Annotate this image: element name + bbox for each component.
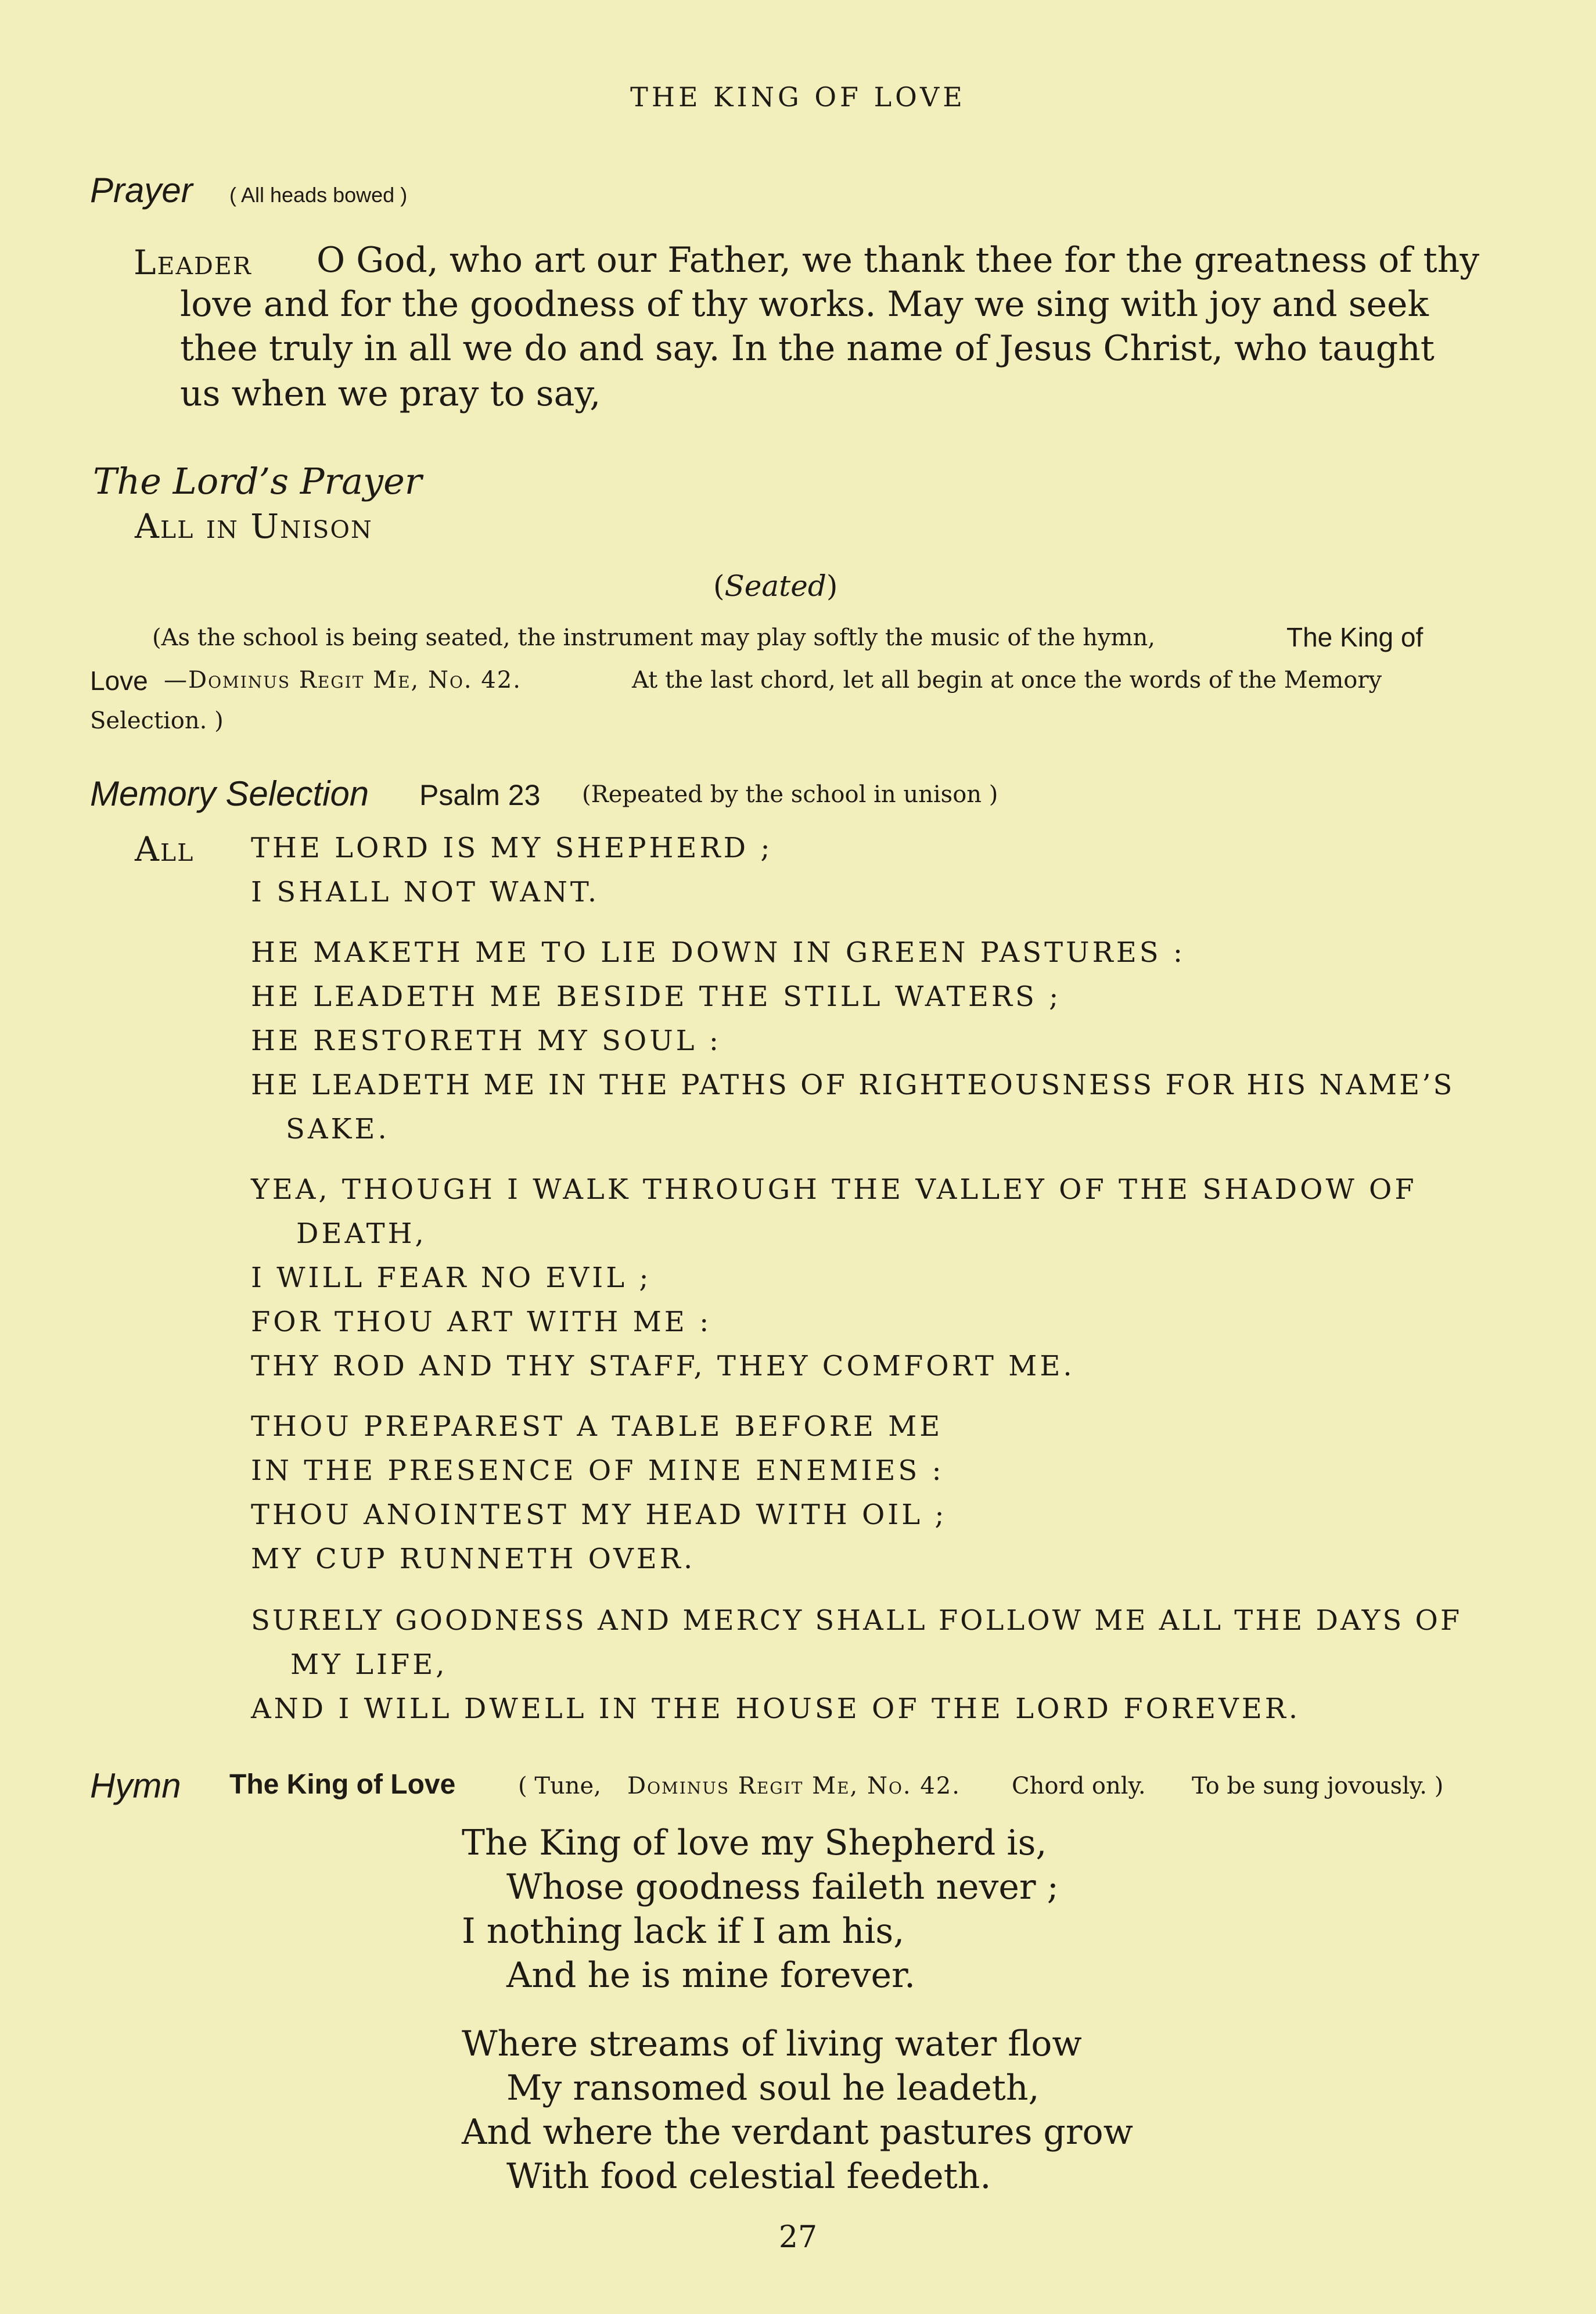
psalm-line: I WILL FEAR NO EVIL ;	[251, 1262, 652, 1294]
page-number: 27	[778, 2220, 818, 2255]
hymn-line: Where streams of living water flow	[462, 2024, 1082, 2064]
memory-note: (Repeated by the school in unison )	[582, 781, 998, 808]
hymn-line: And he is mine forever.	[506, 1955, 916, 1996]
prayer-note: ( All heads bowed )	[229, 183, 408, 207]
hymn-line: I nothing lack if I am his,	[462, 1911, 905, 1952]
hymn-heading: Hymn	[90, 1766, 181, 1805]
seated-note-line1	[152, 624, 1155, 651]
seated-label-wrapper	[713, 569, 837, 603]
psalm-line: HE LEADETH ME IN THE PATHS OF RIGHTEOUSNESS FOR HIS NAME’S	[251, 1069, 1455, 1101]
psalm-line: HE RESTORETH MY SOUL :	[251, 1025, 721, 1057]
hymn-title: The King of Love	[229, 1769, 456, 1800]
prayer-speaker: Leader	[134, 243, 252, 282]
hymn-line: The King of love my Shepherd is,	[462, 1823, 1047, 1863]
hymn-line: Whose goodness faileth never ;	[506, 1867, 1059, 1907]
psalm-line: THE LORD IS MY SHEPHERD ;	[251, 832, 773, 864]
psalm-line: YEA, THOUGH I WALK THROUGH THE VALLEY OF THE SHADOW OF	[251, 1173, 1417, 1206]
memory-psalm: Psalm 23	[419, 779, 541, 811]
prayer-heading: Prayer	[90, 171, 193, 210]
psalm-line: THOU PREPAREST A TABLE BEFORE ME	[251, 1410, 943, 1443]
psalm-line: MY LIFE,	[290, 1648, 448, 1681]
seated-note-text2: At the last chord, let all begin at once the words of the Memory	[632, 667, 1382, 694]
seated-note-hymn-title: The King of	[1286, 622, 1424, 652]
psalm-line: I SHALL NOT WANT.	[251, 876, 600, 908]
psalm-line: SAKE.	[286, 1113, 390, 1145]
seated-note-text: (As the school is being seated, the instrument may play softly the music of the hymn,	[152, 624, 1155, 651]
hymn-note-c: Chord only.	[1012, 1773, 1146, 1799]
psalm-line: MY CUP RUNNETH OVER.	[251, 1543, 696, 1575]
psalm-line: HE MAKETH ME TO LIE DOWN IN GREEN PASTURES :	[251, 936, 1186, 969]
lords-prayer-heading: The Lord’s Prayer	[93, 460, 422, 502]
hymn-line: My ransomed soul he leadeth,	[506, 2068, 1040, 2108]
memory-speaker: All	[135, 829, 195, 869]
prayer-line: love and for the goodness of thy works. May we sing with joy and seek	[180, 284, 1429, 325]
psalm-line: DEATH,	[296, 1217, 427, 1250]
hymn-line: And where the verdant pastures grow	[462, 2112, 1133, 2153]
seated-open: (	[713, 569, 725, 603]
psalm-line: HE LEADETH ME BESIDE THE STILL WATERS ;	[251, 980, 1062, 1013]
psalm-line: THOU ANOINTEST MY HEAD WITH OIL ;	[251, 1499, 947, 1531]
psalm-line: FOR THOU ART WITH ME :	[251, 1306, 712, 1338]
prayer-line: thee truly in all we do and say. In the name of Jesus Christ, who taught	[180, 328, 1435, 369]
psalm-line: THY ROD AND THY STAFF, THEY COMFORT ME.	[251, 1350, 1075, 1382]
hymn-line: With food celestial feedeth.	[506, 2156, 991, 2197]
psalm-line: IN THE PRESENCE OF MINE ENEMIES :	[251, 1454, 944, 1487]
running-head: THE KING OF LOVE	[630, 81, 966, 113]
memory-heading: Memory Selection	[90, 774, 369, 813]
seated-note-text3: Selection. )	[90, 707, 224, 734]
seated-close: )	[826, 569, 838, 603]
psalm-line: SURELY GOODNESS AND MERCY SHALL FOLLOW ME ALL THE DAYS OF	[251, 1604, 1462, 1637]
prayer-line: O God, who art our Father, we thank thee for the greatness of thy	[317, 240, 1480, 281]
seated-note-love: Love	[90, 666, 148, 696]
seated-label: Seated	[724, 569, 826, 603]
prayer-line: us when we pray to say,	[180, 373, 601, 414]
lords-prayer-instruction: All in Unison	[135, 506, 373, 546]
hymn-note-tune: Dominus Regit Me, No. 42.	[627, 1773, 961, 1799]
hymn-note-d: To be sung jovously. )	[1192, 1773, 1444, 1799]
hymn-note-a: ( Tune,	[518, 1773, 601, 1799]
seated-note-tune: —Dominus Regit Me, No. 42.	[164, 667, 522, 694]
psalm-line: AND I WILL DWELL IN THE HOUSE OF THE LORD FOREVER.	[251, 1693, 1301, 1725]
